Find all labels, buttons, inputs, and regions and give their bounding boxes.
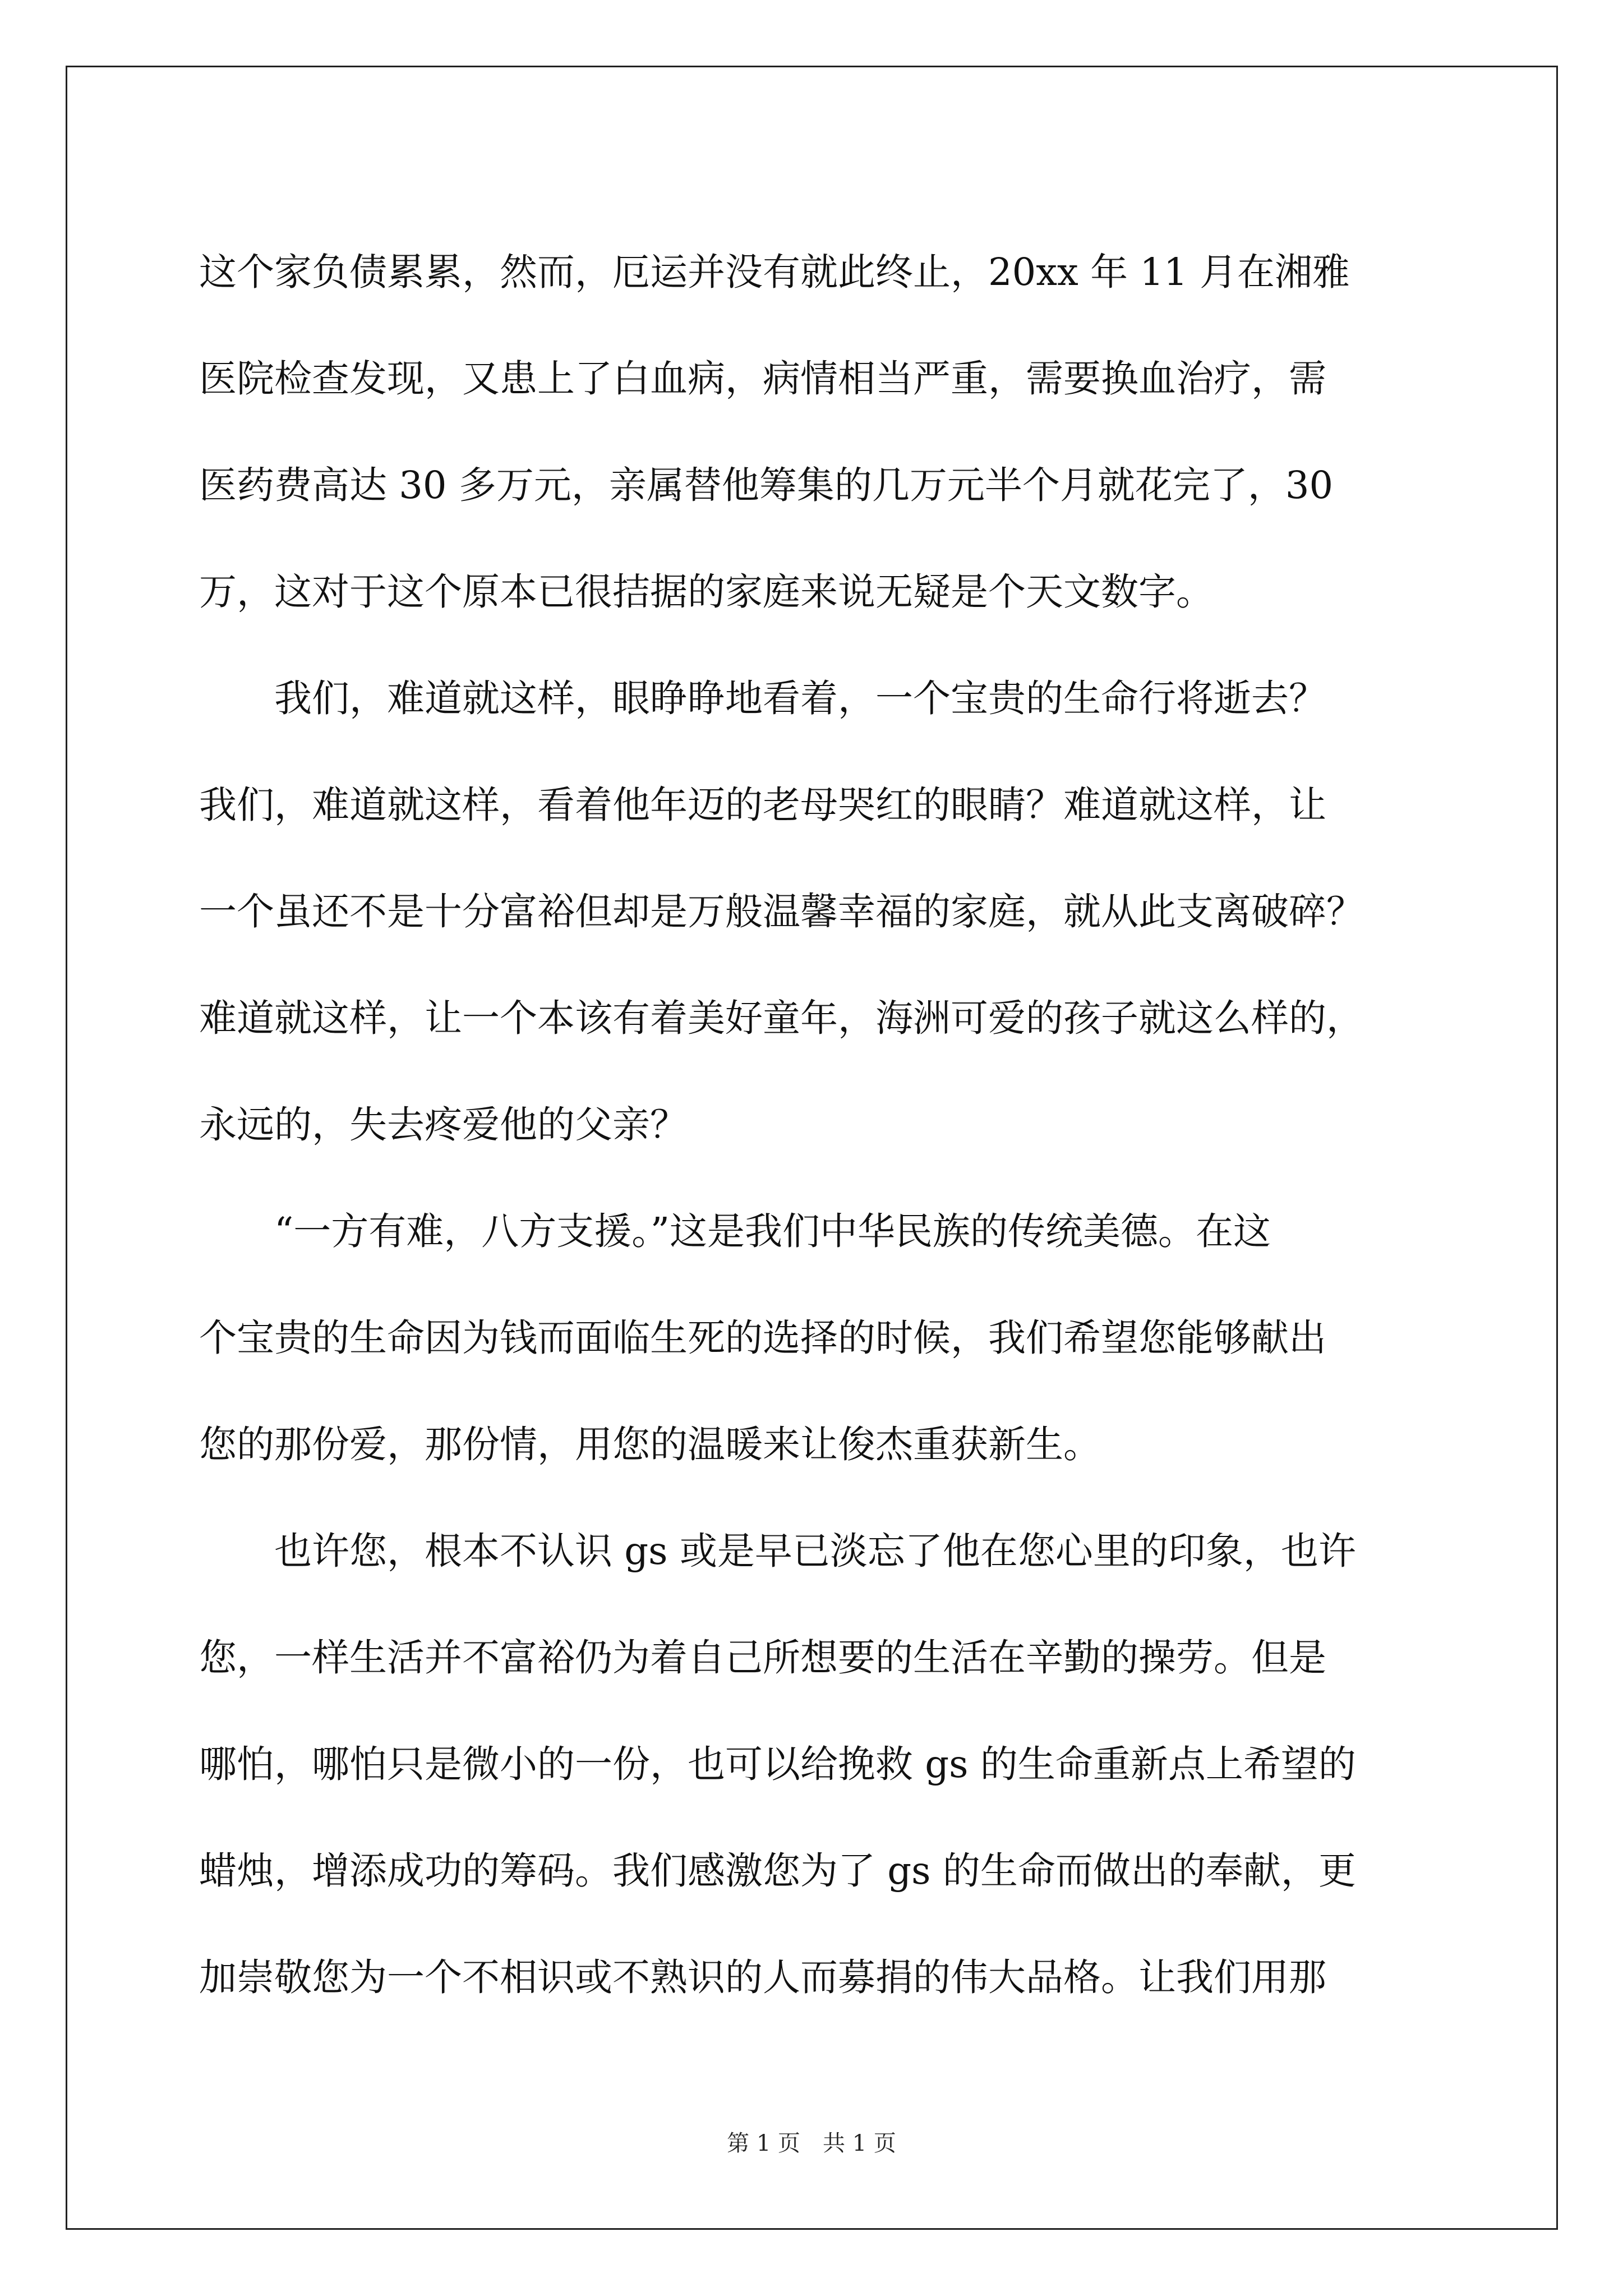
text-line: 您的那份爱，那份情，用您的温暖来让俊杰重获新生。 xyxy=(199,1423,1101,1466)
text-line: 加崇敬您为一个不相识或不熟识的人而募捐的伟大品格。让我们用那 xyxy=(199,1955,1326,1999)
text-line: “一方有难，八方支援。”这是我们中华民族的传统美德。在这 xyxy=(274,1209,1271,1253)
text-line: 难道就这样，让一个本该有着美好童年，海洲可爱的孩子就这么样的， xyxy=(199,996,1364,1040)
text-line: 也许您，根本不认识 gs 或是早已淡忘了他在您心里的印象，也许 xyxy=(274,1529,1356,1573)
text-line: 蜡烛，增添成功的筹码。我们感激您为了 gs 的生命而做出的奉献，更 xyxy=(199,1849,1356,1893)
page-footer xyxy=(0,2125,1623,2157)
text-line: 医药费高达 30 多万元，亲属替他筹集的几万元半个月就花完了，30 xyxy=(199,463,1334,507)
text-line: 我们，难道就这样，看着他年迈的老母哭红的眼睛？难道就这样，让 xyxy=(199,783,1326,827)
document-body xyxy=(199,219,1433,2031)
text-line: 一个虽还不是十分富裕但却是万般温馨幸福的家庭，就从此支离破碎？ xyxy=(199,890,1364,933)
text-line: 医院检查发现，又患上了白血病，病情相当严重，需要换血治疗，需 xyxy=(199,357,1326,401)
text-line: 您，一样生活并不富裕仍为着自己所想要的生活在辛勤的操劳。但是 xyxy=(199,1636,1326,1680)
page-total: 共 1 页 xyxy=(823,2131,896,2156)
text-line: 个宝贵的生命因为钱而面临生死的选择的时候，我们希望您能够献出 xyxy=(199,1316,1326,1360)
text-line: 哪怕，哪怕只是微小的一份，也可以给挽救 gs 的生命重新点上希望的 xyxy=(199,1742,1356,1786)
text-line: 这个家负债累累，然而，厄运并没有就此终止，20xx 年 11 月在湘雅 xyxy=(199,250,1350,294)
text-line: 永远的，失去疼爱他的父亲？ xyxy=(199,1103,688,1147)
text-line: 万，这对于这个原本已很拮据的家庭来说无疑是个天文数字。 xyxy=(199,570,1214,614)
text-line: 我们，难道就这样，眼睁睁地看着，一个宝贵的生命行将逝去？ xyxy=(274,677,1326,720)
page-number: 第 1 页 xyxy=(727,2131,800,2156)
